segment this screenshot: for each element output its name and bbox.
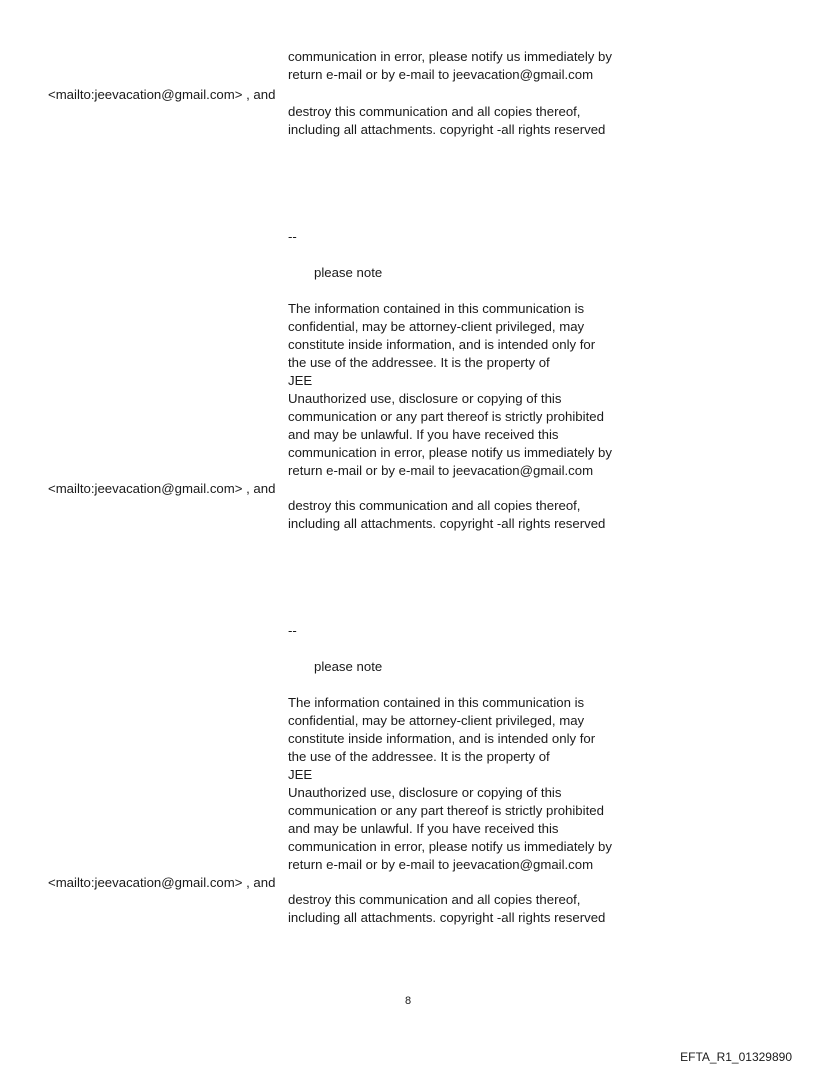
body-line: communication in error, please notify us immediately by bbox=[288, 839, 612, 854]
separator: -- bbox=[288, 623, 297, 638]
body-line: The information contained in this communication is bbox=[288, 695, 585, 710]
body-line: return e-mail or by e-mail to jeevacation@gmail.com bbox=[288, 857, 594, 872]
body-line: confidential, may be attorney-client privileged, may bbox=[288, 713, 585, 728]
mailto-link[interactable]: <mailto:jeevacation@gmail.com> , and bbox=[48, 481, 276, 496]
page-number: 8 bbox=[404, 995, 412, 1007]
body-line: The information contained in this communication is bbox=[288, 301, 585, 316]
body-line: confidential, may be attorney-client privileged, may bbox=[288, 319, 585, 334]
body-line: return e-mail or by e-mail to jeevacation@gmail.com bbox=[288, 67, 594, 82]
note-heading: please note bbox=[314, 659, 383, 674]
body-line: communication in error, please notify us immediately by bbox=[288, 445, 612, 460]
mailto-link[interactable]: <mailto:jeevacation@gmail.com> , and bbox=[48, 87, 276, 102]
body-line: JEE bbox=[288, 767, 313, 782]
body-line: JEE bbox=[288, 373, 313, 388]
body-line: Unauthorized use, disclosure or copying of this bbox=[288, 785, 562, 800]
body-line: the use of the addressee. It is the property of bbox=[288, 749, 550, 764]
body-line: including all attachments. copyright -all rights reserved bbox=[288, 516, 606, 531]
body-line: including all attachments. copyright -all rights reserved bbox=[288, 122, 606, 137]
mailto-link[interactable]: <mailto:jeevacation@gmail.com> , and bbox=[48, 875, 276, 890]
body-line: constitute inside information, and is intended only for bbox=[288, 731, 596, 746]
body-line: constitute inside information, and is intended only for bbox=[288, 337, 596, 352]
note-heading: please note bbox=[314, 265, 383, 280]
separator: -- bbox=[288, 229, 297, 244]
body-line: including all attachments. copyright -all rights reserved bbox=[288, 910, 606, 925]
body-line: communication in error, please notify us immediately by bbox=[288, 49, 612, 64]
body-line: and may be unlawful. If you have received this bbox=[288, 427, 559, 442]
body-line: and may be unlawful. If you have received this bbox=[288, 821, 559, 836]
body-line: the use of the addressee. It is the property of bbox=[288, 355, 550, 370]
body-line: communication or any part thereof is strictly prohibited bbox=[288, 409, 604, 424]
body-line: communication or any part thereof is strictly prohibited bbox=[288, 803, 604, 818]
body-line: destroy this communication and all copies thereof, bbox=[288, 498, 581, 513]
body-line: destroy this communication and all copies thereof, bbox=[288, 104, 581, 119]
bates-number: EFTA_R1_01329890 bbox=[680, 1050, 792, 1064]
body-line: return e-mail or by e-mail to jeevacation@gmail.com bbox=[288, 463, 594, 478]
body-line: destroy this communication and all copies thereof, bbox=[288, 892, 581, 907]
body-line: Unauthorized use, disclosure or copying of this bbox=[288, 391, 562, 406]
